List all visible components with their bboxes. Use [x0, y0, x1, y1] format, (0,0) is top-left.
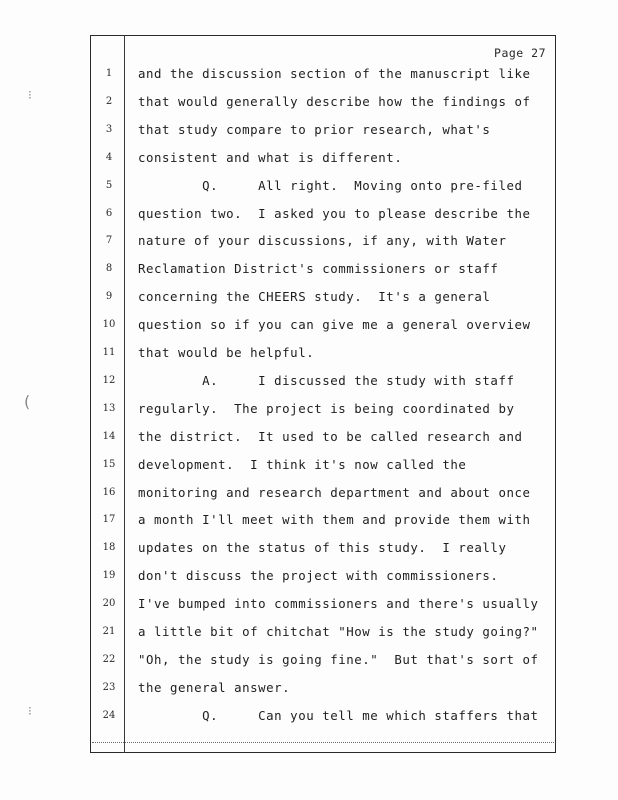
- transcript-line-text: Reclamation District's commissioners or staff: [138, 261, 499, 276]
- line-number: 4: [105, 152, 113, 163]
- line-number: 21: [102, 626, 116, 637]
- line-number: 15: [102, 459, 116, 470]
- line-number: 7: [105, 235, 113, 246]
- bottom-rule: [92, 742, 554, 743]
- page-number: Page 27: [494, 46, 546, 60]
- line-number: 3: [105, 124, 113, 135]
- line-number: 1: [105, 68, 113, 79]
- line-number: 17: [102, 514, 116, 525]
- transcript-line-text: that would be helpful.: [138, 345, 315, 360]
- line-number: 19: [102, 570, 116, 581]
- transcript-line-text: the general answer.: [138, 680, 291, 695]
- line-number: 2: [105, 96, 113, 107]
- transcript-line-text: question so if you can give me a general overview: [138, 317, 531, 332]
- transcript-line-text: Q. Can you tell me which staffers that: [138, 708, 539, 723]
- transcript-line-text: that study compare to prior research, what's: [138, 122, 491, 137]
- line-number: 12: [102, 375, 116, 386]
- transcript-line-text: monitoring and research department and about once: [138, 485, 531, 500]
- transcript-line-text: and the discussion section of the manuscript like: [138, 66, 531, 81]
- line-number: 11: [102, 347, 116, 358]
- punch-hole-mark: (: [24, 392, 31, 411]
- transcript-line-text: development. I think it's now called the: [138, 457, 467, 472]
- transcript-line-text: that would generally describe how the findings of: [138, 94, 531, 109]
- line-number: 23: [102, 682, 116, 693]
- transcript-line-text: a little bit of chitchat "How is the study going?": [138, 624, 539, 639]
- line-number: 16: [102, 487, 116, 498]
- line-number: 13: [102, 403, 116, 414]
- transcript-line-text: regularly. The project is being coordinated by: [138, 401, 515, 416]
- transcript-line-text: concerning the CHEERS study. It's a general: [138, 289, 491, 304]
- line-number: 18: [102, 542, 116, 553]
- line-number: 5: [105, 180, 113, 191]
- transcript-line-text: consistent and what is different.: [138, 150, 403, 165]
- line-number-margin-rule: [124, 35, 125, 753]
- line-number: 14: [102, 431, 116, 442]
- transcript-line-text: a month I'll meet with them and provide them with: [138, 512, 531, 527]
- transcript-line-text: the district. It used to be called research and: [138, 429, 523, 444]
- transcript-line-text: question two. I asked you to please describe the: [138, 206, 531, 221]
- line-number: 8: [105, 263, 113, 274]
- transcript-line-text: Q. All right. Moving onto pre-filed: [138, 178, 523, 193]
- transcript-frame: [90, 35, 556, 753]
- transcript-line-text: don't discuss the project with commissioners.: [138, 568, 499, 583]
- line-number: 10: [102, 319, 116, 330]
- scan-mark: ⁝: [28, 88, 32, 102]
- line-number: 24: [102, 710, 116, 721]
- transcript-line-text: A. I discussed the study with staff: [138, 373, 515, 388]
- transcript-line-text: "Oh, the study is going fine." But that's sort of: [138, 652, 539, 667]
- line-number: 20: [102, 598, 116, 609]
- scan-mark: ⁝: [28, 704, 32, 718]
- transcript-line-text: updates on the status of this study. I really: [138, 540, 507, 555]
- transcript-line-text: I've bumped into commissioners and there's usually: [138, 596, 539, 611]
- line-number: 22: [102, 654, 116, 665]
- line-number: 6: [105, 208, 113, 219]
- transcript-line-text: nature of your discussions, if any, with Water: [138, 233, 507, 248]
- line-number: 9: [105, 291, 113, 302]
